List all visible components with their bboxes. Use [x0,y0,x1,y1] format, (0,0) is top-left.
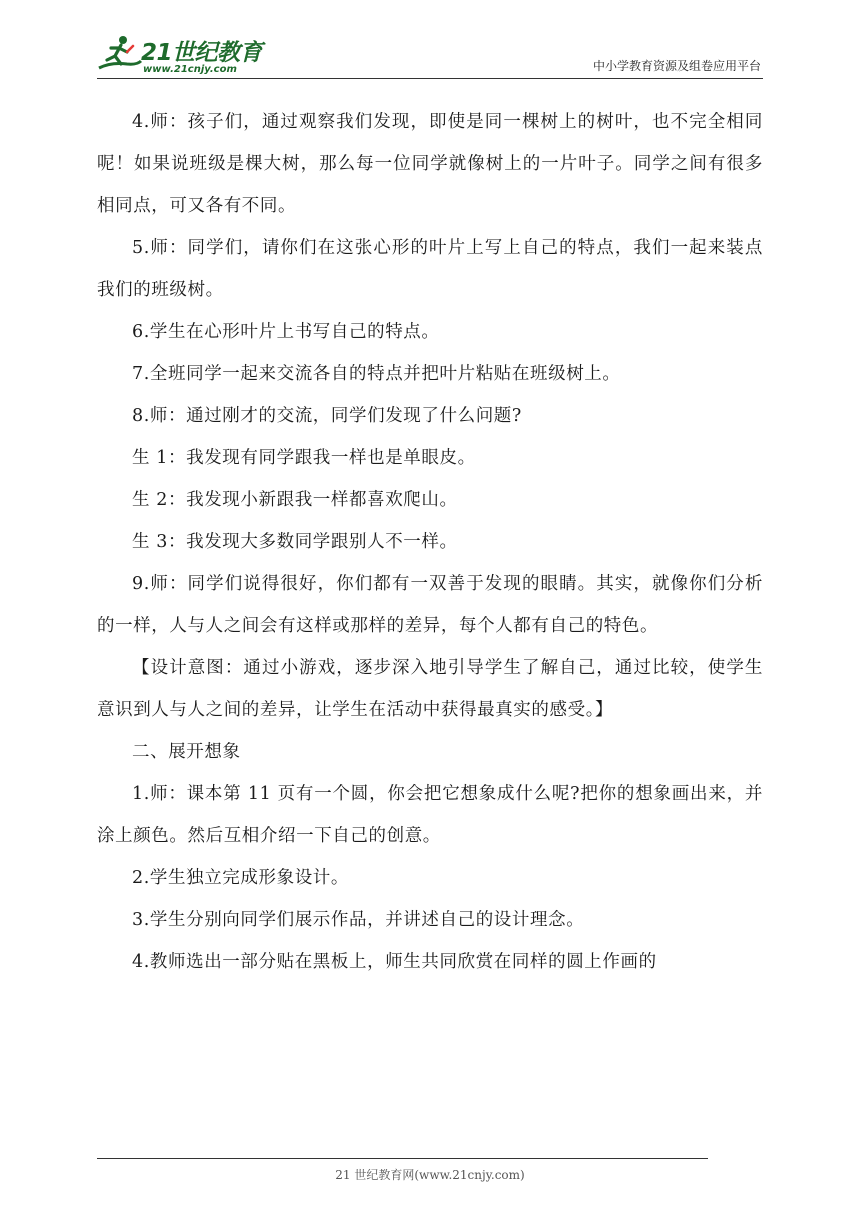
logo-url: www.21cnjy.com [143,64,237,75]
document-body [97,101,763,983]
page-header [97,30,763,79]
platform-name: 中小学教育资源及组卷应用平台 [592,59,761,73]
footer-divider [97,1158,708,1159]
paragraph: 6.学生在心形叶片上书写自己的特点。 [132,322,440,342]
paragraph: 生 3：我发现大多数同学跟别人不一样。 [132,532,458,552]
paragraph: 7.全班同学一起来交流各自的特点并把叶片粘贴在班级树上。 [132,364,621,384]
footer-text[interactable]: 21 世纪教育网(www.21cnjy.com) [335,1168,525,1182]
design-intent-paragraph: 【设计意图：通过小游戏，逐步深入地引导学生了解自己，通过比较，使学生意识到人与人之间的差异，让学生在活动中获得最真实的感受。】 [97,658,763,720]
logo-text: 21世纪教育 [141,40,263,66]
paragraph: 3.学生分别向同学们展示作品，并讲述自己的设计理念。 [132,910,585,930]
site-logo[interactable] [97,34,267,74]
paragraph: 生 2：我发现小新跟我一样都喜欢爬山。 [132,490,458,510]
paragraph: 8.师：通过刚才的交流，同学们发现了什么问题? [132,406,522,426]
paragraph: 5.师：同学们，请你们在这张心形的叶片上写上自己的特点，我们一起来装点我们的班级树。 [97,238,763,300]
paragraph: 4.教师选出一部分贴在黑板上，师生共同欣赏在同样的圆上作画的 [132,952,657,972]
runner-logo-icon [97,34,143,74]
section-heading: 二、展开想象 [132,742,241,762]
paragraph: 2.学生独立完成形象设计。 [132,868,349,888]
paragraph: 生 1：我发现有同学跟我一样也是单眼皮。 [132,448,476,468]
paragraph: 1.师：课本第 11 页有一个圆，你会把它想象成什么呢?把你的想象画出来，并涂上颜色。然后互相介绍一下自己的创意。 [97,784,763,846]
paragraph: 4.师：孩子们，通过观察我们发现，即使是同一棵树上的树叶，也不完全相同呢！如果说班级是棵大树，那么每一位同学就像树上的一片叶子。同学之间有很多相同点，可又各有不同。 [97,112,763,216]
paragraph: 9.师：同学们说得很好，你们都有一双善于发现的眼睛。其实，就像你们分析的一样，人与人之间会有这样或那样的差异，每个人都有自己的特色。 [97,574,763,636]
